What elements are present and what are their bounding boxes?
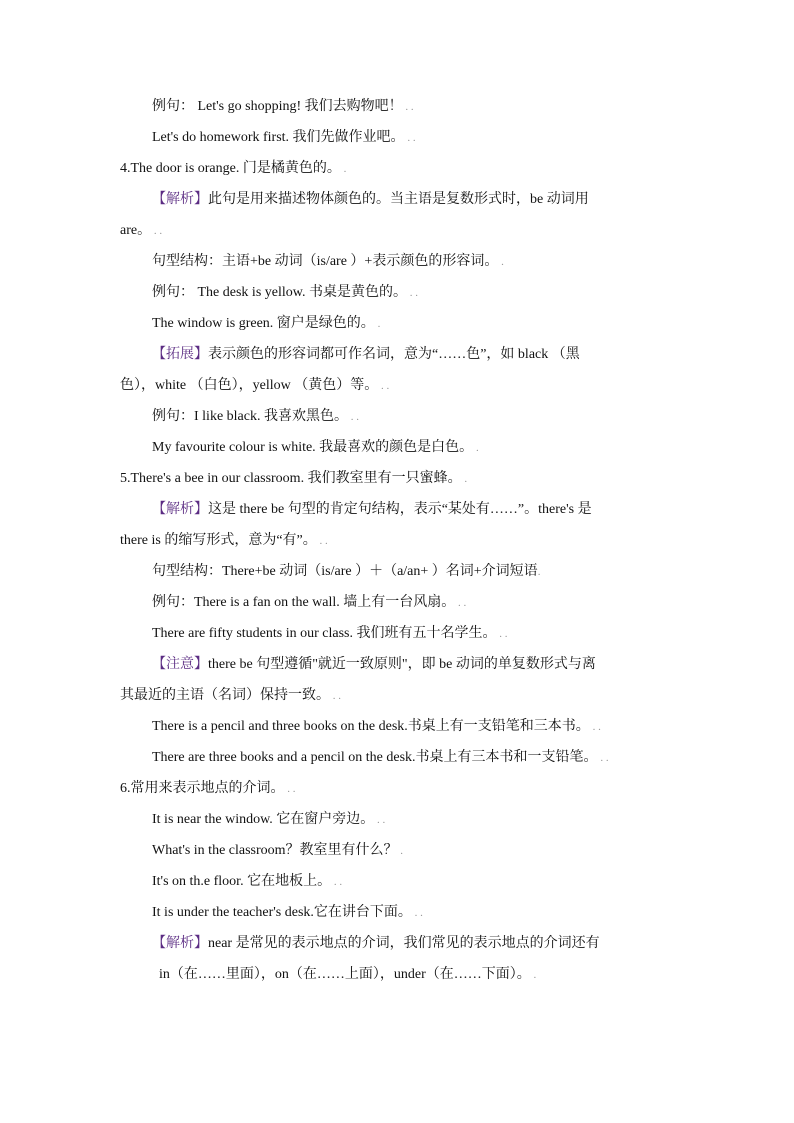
text-line: 【注意】there be 句型遵循"就近一致原则"，即 be 动词的单复数形式与离 <box>152 657 596 672</box>
text-line: There are three books and a pencil on the desk.书桌上有三本书和一支铅笔。 . . <box>152 750 609 765</box>
text-line: 4.The door is orange. 门是橘黄色的。 . <box>120 161 347 176</box>
text-line: It's on th.e floor. 它在地板上。 . . <box>152 874 343 889</box>
text-line: 6.常用来表示地点的介词。 . . <box>120 781 296 796</box>
text-line: Let's do homework first. 我们先做作业吧。 . . <box>152 130 416 145</box>
text-line: 例句： The desk is yellow. 书桌是黄色的。 . . <box>152 285 418 300</box>
section-tag: 【解析】 <box>152 502 208 517</box>
section-tag: 【注意】 <box>152 657 208 672</box>
text-line: in（在……里面），on（在……上面），under（在……下面）。 . <box>159 967 537 982</box>
text-line: My favourite colour is white. 我最喜欢的颜色是白色。 . <box>152 440 479 455</box>
text-line: 句型结构：主语+be 动词（is/are ）+表示颜色的形容词。 . <box>152 254 504 269</box>
text-line: It is under the teacher's desk.它在讲台下面。 . . <box>152 905 423 920</box>
text-line: 其最近的主语（名词）保持一致。 . . <box>120 688 341 703</box>
text-line: are。 . . <box>120 223 163 238</box>
text-line: It is near the window. 它在窗户旁边。 . . <box>152 812 386 827</box>
text-line: The window is green. 窗户是绿色的。 . <box>152 316 381 331</box>
section-tag: 【解析】 <box>152 936 208 951</box>
text-line: 例句： Let's go shopping! 我们去购物吧！ . . <box>152 99 414 114</box>
text-line: 句型结构：There+be 动词（is/are ）＋（a/an+ ）名词+介词短语. <box>152 564 541 579</box>
text-line: There are fifty students in our class. 我们班有五十名学生。 . . <box>152 626 508 641</box>
section-tag: 【解析】 <box>152 192 208 207</box>
text-line: 【解析】这是 there be 句型的肯定句结构，表示“某处有……”。there's 是 <box>152 502 592 517</box>
text-line: 例句：I like black. 我喜欢黑色。 . . <box>152 409 359 424</box>
text-line: 【解析】near 是常见的表示地点的介词，我们常见的表示地点的介词还有 <box>152 936 600 951</box>
text-line: there is 的缩写形式，意为“有”。 . . <box>120 533 328 548</box>
text-line: What's in the classroom？教室里有什么？ . <box>152 843 404 858</box>
text-line: 色），white （白色），yellow （黄色）等。 . . <box>120 378 390 393</box>
text-line: There is a pencil and three books on the desk.书桌上有一支铅笔和三本书。 . . <box>152 719 601 734</box>
text-line: 【拓展】表示颜色的形容词都可作名词，意为“……色”，如 black （黑 <box>152 347 580 362</box>
text-line: 5.There's a bee in our classroom. 我们教室里有一只蜜蜂。 . <box>120 471 468 486</box>
section-tag: 【拓展】 <box>152 347 208 362</box>
text-line: 例句：There is a fan on the wall. 墙上有一台风扇。 . . <box>152 595 467 610</box>
text-line: 【解析】此句是用来描述物体颜色的。当主语是复数形式时，be 动词用 <box>152 192 589 207</box>
